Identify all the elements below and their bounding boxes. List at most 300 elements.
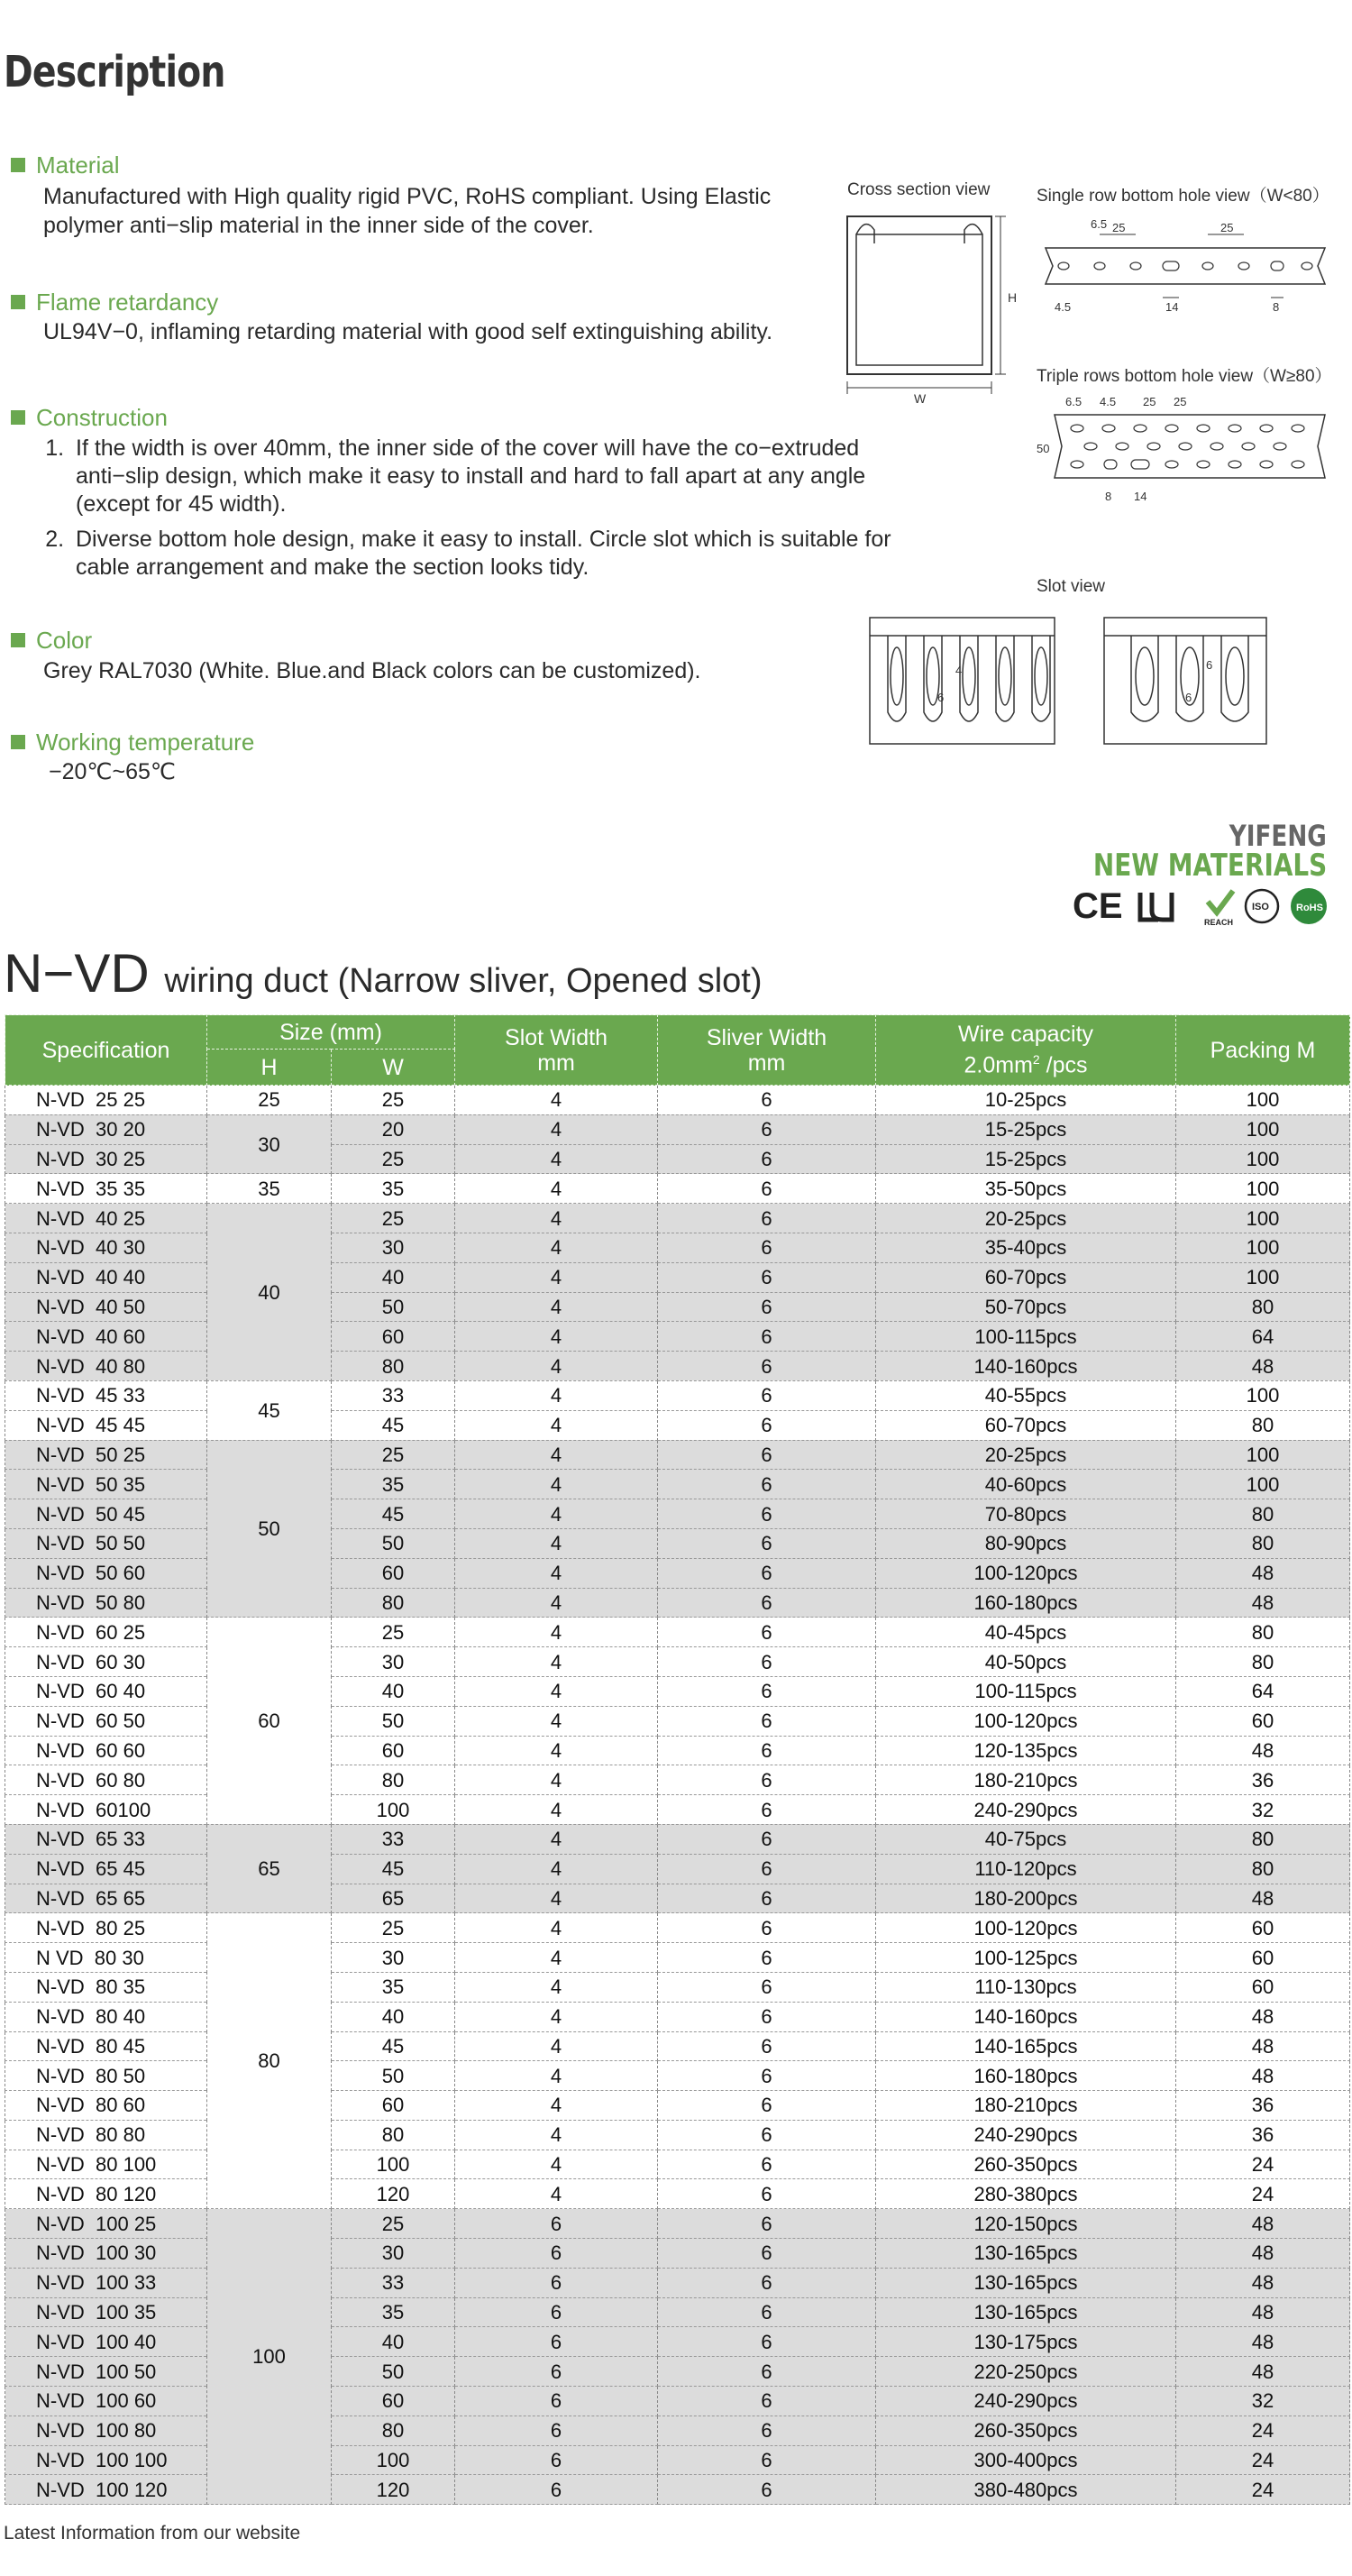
cell-wire-capacity: 100-120pcs [876, 1558, 1176, 1588]
cell-packing: 60 [1176, 1972, 1350, 2002]
cell-packing: 80 [1176, 1528, 1350, 1558]
cell-specification: N-VD 60 40 [5, 1676, 207, 1706]
table-row [5, 2475, 1350, 2505]
header-h: H [207, 1050, 332, 1086]
svg-text:25: 25 [1220, 221, 1234, 234]
svg-text:4.5: 4.5 [1055, 300, 1072, 314]
cell-specification: N-VD 40 30 [5, 1233, 207, 1262]
cell-slot-width: 4 [455, 2091, 658, 2121]
cell-wire-capacity: 40-45pcs [876, 1618, 1176, 1647]
cell-width: 25 [332, 1144, 455, 1174]
cell-slot-width: 4 [455, 2061, 658, 2091]
table-row [5, 2357, 1350, 2387]
cell-specification: N-VD 50 45 [5, 1499, 207, 1529]
brand-name: YIFENG [1229, 819, 1327, 853]
table-row [5, 2445, 1350, 2475]
cell-wire-capacity: 160-180pcs [876, 1588, 1176, 1618]
triple-row-diagram [1019, 388, 1334, 523]
cell-width: 80 [332, 1352, 455, 1381]
cell-wire-capacity: 50-70pcs [876, 1292, 1176, 1322]
cell-wire-capacity: 35-40pcs [876, 1233, 1176, 1262]
cell-sliver-width: 6 [658, 2239, 876, 2269]
cell-specification: N-VD 65 45 [5, 1854, 207, 1884]
cell-wire-capacity: 240-290pcs [876, 1795, 1176, 1825]
header-packing: Packing M [1176, 1015, 1350, 1086]
cell-wire-capacity: 15-25pcs [876, 1144, 1176, 1174]
cell-width: 30 [332, 1233, 455, 1262]
cell-sliver-width: 6 [658, 2475, 876, 2505]
slot-view-diagram [865, 613, 1280, 748]
cell-slot-width: 4 [455, 2150, 658, 2179]
table-row [5, 1824, 1350, 1854]
table-row [5, 1204, 1350, 1233]
cell-wire-capacity: 100-115pcs [876, 1322, 1176, 1352]
cell-slot-width: 4 [455, 1558, 658, 1588]
cell-wire-capacity: 240-290pcs [876, 2387, 1176, 2416]
cell-wire-capacity: 70-80pcs [876, 1499, 1176, 1529]
cell-slot-width: 4 [455, 1854, 658, 1884]
cell-width: 25 [332, 1440, 455, 1470]
cell-specification: N-VD 80 40 [5, 2002, 207, 2031]
table-row [5, 1588, 1350, 1618]
color-heading: Color [11, 627, 92, 655]
cell-width: 120 [332, 2475, 455, 2505]
cell-width: 50 [332, 1292, 455, 1322]
header-slot-width: Slot Width mm [455, 1015, 658, 1086]
cell-packing: 80 [1176, 1499, 1350, 1529]
cell-sliver-width: 6 [658, 2209, 876, 2239]
cell-packing: 100 [1176, 1470, 1350, 1499]
construction-list [45, 435, 936, 589]
table-row [5, 1884, 1350, 1913]
table-row [5, 2179, 1350, 2209]
table-row [5, 2327, 1350, 2357]
construction-item: 2. Diverse bottom hole design, make it easy to install. Circle slot which is suitable for cable arrangement and make the section looks tidy. [70, 526, 936, 582]
cell-sliver-width: 6 [658, 2031, 876, 2061]
cell-slot-width: 4 [455, 2120, 658, 2150]
cell-wire-capacity: 20-25pcs [876, 1204, 1176, 1233]
cell-packing: 100 [1176, 1174, 1350, 1204]
table-row [5, 2061, 1350, 2091]
cell-height: 25 [207, 1086, 332, 1115]
cell-wire-capacity: 240-290pcs [876, 2120, 1176, 2150]
cell-packing: 64 [1176, 1322, 1350, 1352]
cell-specification: N-VD 100 25 [5, 2209, 207, 2239]
cell-packing: 48 [1176, 2209, 1350, 2239]
cell-specification: N-VD 40 60 [5, 1322, 207, 1352]
cell-width: 80 [332, 2416, 455, 2445]
bullet-square-icon [11, 633, 25, 647]
cell-width: 50 [332, 2061, 455, 2091]
cell-specification: N-VD 50 60 [5, 1558, 207, 1588]
cell-width: 60 [332, 2091, 455, 2121]
cell-sliver-width: 6 [658, 2091, 876, 2121]
cross-section-diagram [838, 203, 1019, 406]
cell-specification: N-VD 30 25 [5, 1144, 207, 1174]
cell-width: 50 [332, 2357, 455, 2387]
cell-packing: 48 [1176, 2239, 1350, 2269]
cell-sliver-width: 6 [658, 1618, 876, 1647]
cell-height: 45 [207, 1380, 332, 1440]
cell-sliver-width: 6 [658, 1588, 876, 1618]
cell-packing: 24 [1176, 2179, 1350, 2209]
cell-sliver-width: 6 [658, 2268, 876, 2297]
cell-wire-capacity: 130-165pcs [876, 2297, 1176, 2327]
cell-height: 40 [207, 1204, 332, 1381]
cell-width: 33 [332, 1380, 455, 1410]
certification-logos [1073, 884, 1334, 929]
cell-sliver-width: 6 [658, 1706, 876, 1736]
cell-sliver-width: 6 [658, 1647, 876, 1677]
cell-specification: N-VD 65 33 [5, 1824, 207, 1854]
cell-specification: N-VD 80 50 [5, 2061, 207, 2091]
cell-specification: N-VD 100 80 [5, 2416, 207, 2445]
cell-sliver-width: 6 [658, 1380, 876, 1410]
cell-specification: N-VD 25 25 [5, 1086, 207, 1115]
cell-wire-capacity: 160-180pcs [876, 2061, 1176, 2091]
table-row [5, 1470, 1350, 1499]
cell-wire-capacity: 280-380pcs [876, 2179, 1176, 2209]
cell-sliver-width: 6 [658, 1884, 876, 1913]
cell-width: 80 [332, 1588, 455, 1618]
reach-check-icon [1208, 891, 1233, 912]
table-row [5, 1410, 1350, 1440]
table-row [5, 2387, 1350, 2416]
cell-sliver-width: 6 [658, 2416, 876, 2445]
table-row [5, 1144, 1350, 1174]
table-row [5, 1528, 1350, 1558]
cell-sliver-width: 6 [658, 2357, 876, 2387]
cell-slot-width: 4 [455, 1765, 658, 1795]
footer-note: Latest Information from our website [4, 2523, 301, 2544]
cell-slot-width: 4 [455, 1795, 658, 1825]
table-row [5, 1676, 1350, 1706]
cell-specification: N-VD 80 120 [5, 2179, 207, 2209]
cell-packing: 100 [1176, 1440, 1350, 1470]
cell-wire-capacity: 180-210pcs [876, 2091, 1176, 2121]
cell-packing: 48 [1176, 2297, 1350, 2327]
table-row [5, 1174, 1350, 1204]
cell-sliver-width: 6 [658, 1233, 876, 1262]
cell-specification: N-VD 100 60 [5, 2387, 207, 2416]
table-row [5, 1736, 1350, 1765]
cell-packing: 48 [1176, 2357, 1350, 2387]
cell-wire-capacity: 60-70pcs [876, 1410, 1176, 1440]
cell-specification: N-VD 35 35 [5, 1174, 207, 1204]
cell-packing: 48 [1176, 1736, 1350, 1765]
brand-tagline: NEW MATERIALS [1092, 848, 1327, 884]
cell-packing: 100 [1176, 1114, 1350, 1144]
cell-sliver-width: 6 [658, 1528, 876, 1558]
cell-specification: N-VD 40 40 [5, 1262, 207, 1292]
cell-wire-capacity: 40-55pcs [876, 1380, 1176, 1410]
table-row [5, 2297, 1350, 2327]
cell-specification: N-VD 65 65 [5, 1884, 207, 1913]
cell-slot-width: 4 [455, 2179, 658, 2209]
cell-slot-width: 4 [455, 1352, 658, 1381]
cell-slot-width: 6 [455, 2268, 658, 2297]
cell-wire-capacity: 130-165pcs [876, 2268, 1176, 2297]
cell-sliver-width: 6 [658, 2002, 876, 2031]
cell-slot-width: 4 [455, 2002, 658, 2031]
bullet-square-icon [11, 295, 25, 309]
cell-packing: 80 [1176, 1854, 1350, 1884]
cell-sliver-width: 6 [658, 1676, 876, 1706]
cell-sliver-width: 6 [658, 1352, 876, 1381]
cell-sliver-width: 6 [658, 1114, 876, 1144]
cell-packing: 60 [1176, 1706, 1350, 1736]
cell-packing: 100 [1176, 1086, 1350, 1115]
cell-width: 30 [332, 1943, 455, 1973]
cell-specification: N-VD 30 20 [5, 1114, 207, 1144]
cell-wire-capacity: 140-160pcs [876, 1352, 1176, 1381]
table-row [5, 1972, 1350, 2002]
table-row [5, 2002, 1350, 2031]
cell-sliver-width: 6 [658, 2179, 876, 2209]
cell-width: 45 [332, 1410, 455, 1440]
table-row [5, 1086, 1350, 1115]
cell-width: 25 [332, 1913, 455, 1943]
cell-width: 40 [332, 1676, 455, 1706]
cell-slot-width: 6 [455, 2297, 658, 2327]
cell-width: 40 [332, 1262, 455, 1292]
cell-specification: N-VD 40 80 [5, 1352, 207, 1381]
header-specification: Specification [5, 1015, 207, 1086]
svg-text:6.5: 6.5 [1091, 217, 1108, 231]
cell-specification: N-VD 60 50 [5, 1706, 207, 1736]
table-row [5, 1262, 1350, 1292]
cell-packing: 48 [1176, 2268, 1350, 2297]
flame-heading: Flame retardancy [11, 289, 218, 316]
cell-specification: N-VD 45 33 [5, 1380, 207, 1410]
table-row [5, 1943, 1350, 1973]
cell-slot-width: 6 [455, 2475, 658, 2505]
cell-slot-width: 4 [455, 1174, 658, 1204]
cell-sliver-width: 6 [658, 1410, 876, 1440]
cell-wire-capacity: 260-350pcs [876, 2416, 1176, 2445]
cell-slot-width: 4 [455, 1233, 658, 1262]
svg-text:6: 6 [1185, 691, 1192, 704]
table-row [5, 2120, 1350, 2150]
svg-text:14: 14 [1134, 490, 1147, 503]
cell-wire-capacity: 380-480pcs [876, 2475, 1176, 2505]
cell-sliver-width: 6 [658, 2120, 876, 2150]
cell-specification: N-VD 50 80 [5, 1588, 207, 1618]
cell-width: 45 [332, 1854, 455, 1884]
cell-wire-capacity: 40-60pcs [876, 1470, 1176, 1499]
cell-slot-width: 4 [455, 1972, 658, 2002]
cell-wire-capacity: 100-120pcs [876, 1913, 1176, 1943]
table-row [5, 2091, 1350, 2121]
svg-text:6.5: 6.5 [1065, 395, 1083, 408]
cell-width: 100 [332, 2445, 455, 2475]
cell-width: 33 [332, 1824, 455, 1854]
cell-height: 50 [207, 1440, 332, 1618]
cell-wire-capacity: 120-135pcs [876, 1736, 1176, 1765]
cell-width: 60 [332, 2387, 455, 2416]
cell-slot-width: 4 [455, 1647, 658, 1677]
cell-slot-width: 4 [455, 1499, 658, 1529]
cell-packing: 100 [1176, 1262, 1350, 1292]
flame-text: UL94V−0, inflaming retarding material with good self extinguishing ability. [43, 319, 773, 344]
cell-wire-capacity: 130-165pcs [876, 2239, 1176, 2269]
cell-slot-width: 6 [455, 2416, 658, 2445]
cell-packing: 48 [1176, 2002, 1350, 2031]
cell-sliver-width: 6 [658, 1086, 876, 1115]
cell-packing: 48 [1176, 2031, 1350, 2061]
cell-sliver-width: 6 [658, 1470, 876, 1499]
cell-wire-capacity: 110-130pcs [876, 1972, 1176, 2002]
cell-wire-capacity: 40-50pcs [876, 1647, 1176, 1677]
cell-specification: N-VD 100 33 [5, 2268, 207, 2297]
table-row [5, 1322, 1350, 1352]
cell-width: 40 [332, 2002, 455, 2031]
cell-wire-capacity: 110-120pcs [876, 1854, 1176, 1884]
header-size: Size (mm) [207, 1015, 455, 1050]
cell-packing: 32 [1176, 1795, 1350, 1825]
cell-packing: 48 [1176, 2327, 1350, 2357]
cell-wire-capacity: 180-200pcs [876, 1884, 1176, 1913]
svg-text:6: 6 [1206, 658, 1213, 672]
cell-sliver-width: 6 [658, 2327, 876, 2357]
spec-table-body [5, 1086, 1350, 2505]
cell-specification: N-VD 100 100 [5, 2445, 207, 2475]
page-title: Description [4, 47, 225, 97]
cell-packing: 24 [1176, 2445, 1350, 2475]
cell-sliver-width: 6 [658, 2150, 876, 2179]
cell-wire-capacity: 40-75pcs [876, 1824, 1176, 1854]
table-row [5, 1706, 1350, 1736]
cell-width: 60 [332, 1736, 455, 1765]
cell-width: 45 [332, 1499, 455, 1529]
cell-packing: 60 [1176, 1943, 1350, 1973]
cell-width: 25 [332, 1086, 455, 1115]
cell-slot-width: 4 [455, 1736, 658, 1765]
cell-packing: 80 [1176, 1292, 1350, 1322]
cell-height: 60 [207, 1618, 332, 1825]
cell-slot-width: 4 [455, 1588, 658, 1618]
cell-slot-width: 4 [455, 1470, 658, 1499]
cell-width: 100 [332, 1795, 455, 1825]
cell-slot-width: 4 [455, 1618, 658, 1647]
cell-specification: N-VD 100 30 [5, 2239, 207, 2269]
cell-width: 35 [332, 1972, 455, 2002]
cell-sliver-width: 6 [658, 1262, 876, 1292]
cell-specification: N-VD 45 45 [5, 1410, 207, 1440]
cell-width: 30 [332, 2239, 455, 2269]
cell-height: 80 [207, 1913, 332, 2209]
cell-specification: N-VD 80 80 [5, 2120, 207, 2150]
table-row [5, 1618, 1350, 1647]
cell-width: 45 [332, 2031, 455, 2061]
cell-sliver-width: 6 [658, 1499, 876, 1529]
single-row-label: Single row bottom hole view（W<80） [1037, 187, 1329, 206]
cell-width: 25 [332, 1204, 455, 1233]
cell-sliver-width: 6 [658, 1795, 876, 1825]
bullet-square-icon [11, 410, 25, 425]
svg-text:H: H [1008, 290, 1018, 305]
cell-sliver-width: 6 [658, 2387, 876, 2416]
cell-packing: 48 [1176, 1352, 1350, 1381]
cell-packing: 36 [1176, 1765, 1350, 1795]
cell-height: 100 [207, 2209, 332, 2505]
cell-width: 35 [332, 1470, 455, 1499]
cell-slot-width: 6 [455, 2387, 658, 2416]
cell-wire-capacity: 60-70pcs [876, 1262, 1176, 1292]
svg-text:RoHS: RoHS [1296, 903, 1323, 913]
cell-sliver-width: 6 [658, 2445, 876, 2475]
cell-packing: 36 [1176, 2120, 1350, 2150]
cell-sliver-width: 6 [658, 1440, 876, 1470]
cell-wire-capacity: 130-175pcs [876, 2327, 1176, 2357]
svg-text:25: 25 [1112, 221, 1126, 234]
table-row [5, 2031, 1350, 2061]
cell-sliver-width: 6 [658, 1824, 876, 1854]
cell-sliver-width: 6 [658, 1736, 876, 1765]
cell-specification: N-VD 80 25 [5, 1913, 207, 1943]
cell-width: 25 [332, 1618, 455, 1647]
svg-text:ISO: ISO [1252, 902, 1269, 912]
cell-wire-capacity: 300-400pcs [876, 2445, 1176, 2475]
cell-specification: N-VD 100 40 [5, 2327, 207, 2357]
cell-slot-width: 4 [455, 1144, 658, 1174]
material-heading: Material [11, 151, 119, 179]
cell-wire-capacity: 15-25pcs [876, 1114, 1176, 1144]
svg-text:4.5: 4.5 [1100, 395, 1117, 408]
cell-width: 50 [332, 1706, 455, 1736]
cell-slot-width: 4 [455, 1943, 658, 1973]
cell-packing: 100 [1176, 1204, 1350, 1233]
cell-packing: 100 [1176, 1144, 1350, 1174]
cell-wire-capacity: 140-165pcs [876, 2031, 1176, 2061]
table-row [5, 1380, 1350, 1410]
cell-sliver-width: 6 [658, 1292, 876, 1322]
cell-slot-width: 4 [455, 1706, 658, 1736]
svg-text:25: 25 [1143, 395, 1156, 408]
header-sliver-width: Sliver Width mm [658, 1015, 876, 1086]
cell-sliver-width: 6 [658, 1174, 876, 1204]
svg-text:14: 14 [1165, 300, 1179, 314]
cell-sliver-width: 6 [658, 1972, 876, 2002]
cell-packing: 48 [1176, 1588, 1350, 1618]
cell-width: 33 [332, 2268, 455, 2297]
cell-packing: 36 [1176, 2091, 1350, 2121]
cell-width: 120 [332, 2179, 455, 2209]
table-row [5, 2239, 1350, 2269]
cell-slot-width: 4 [455, 1913, 658, 1943]
product-title: N−VD wiring duct (Narrow sliver, Opened slot) [4, 943, 763, 1004]
cell-width: 80 [332, 1765, 455, 1795]
cell-packing: 48 [1176, 1884, 1350, 1913]
cell-packing: 80 [1176, 1618, 1350, 1647]
cell-packing: 60 [1176, 1913, 1350, 1943]
table-row [5, 2209, 1350, 2239]
cell-specification: N-VD 60 25 [5, 1618, 207, 1647]
cell-slot-width: 6 [455, 2239, 658, 2269]
cell-width: 65 [332, 1884, 455, 1913]
cell-specification: N-VD 40 25 [5, 1204, 207, 1233]
cell-slot-width: 6 [455, 2357, 658, 2387]
cell-specification: N-VD 50 35 [5, 1470, 207, 1499]
table-row [5, 2268, 1350, 2297]
construction-item: 1. If the width is over 40mm, the inner side of the cover will have the co−extruded anti−slip design, which make it easy to install and hard to fall apart at any angle (except for 45 width). [70, 435, 936, 518]
cell-slot-width: 4 [455, 1440, 658, 1470]
cell-width: 100 [332, 2150, 455, 2179]
cell-specification: N VD 80 30 [5, 1943, 207, 1973]
cell-specification: N-VD 60100 [5, 1795, 207, 1825]
cell-specification: N-VD 80 100 [5, 2150, 207, 2179]
cell-wire-capacity: 20-25pcs [876, 1440, 1176, 1470]
